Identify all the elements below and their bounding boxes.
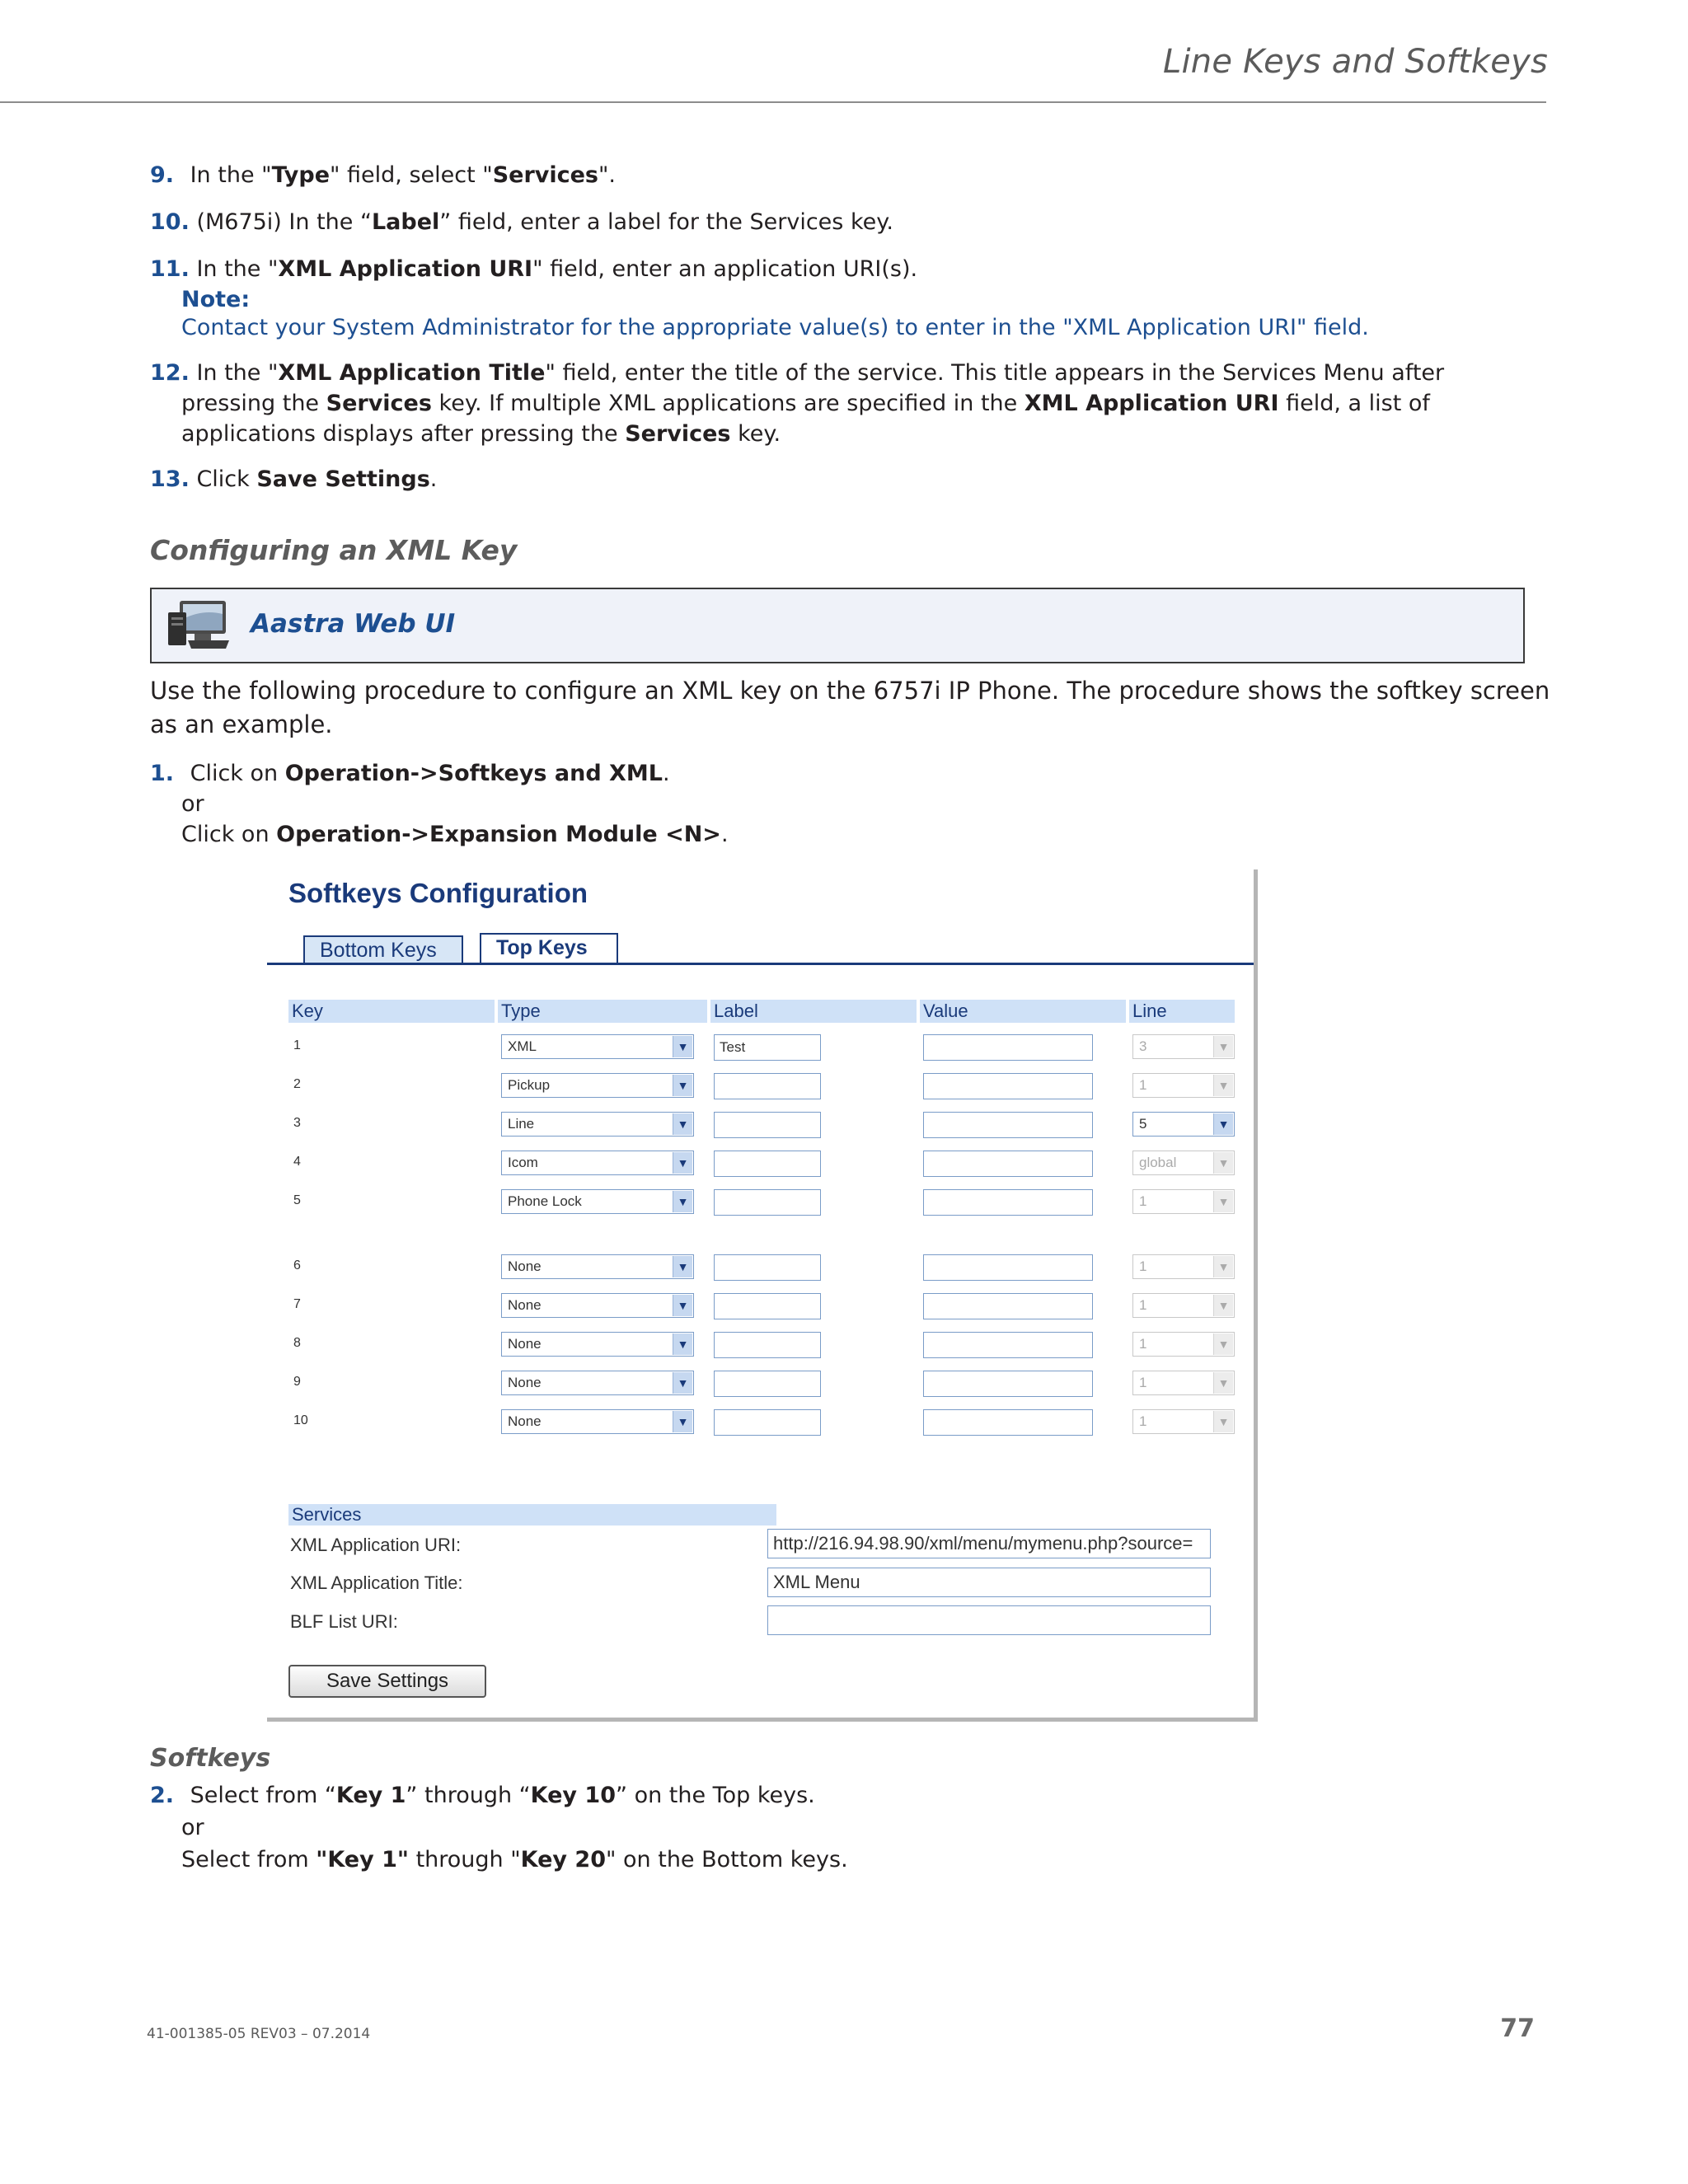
line-select [1132,1254,1235,1279]
chevron-down-icon: ▼ [1213,1152,1233,1174]
type-select[interactable] [501,1189,694,1214]
text: (M675i) In the “ [196,209,372,235]
page-number: 77 [1500,2014,1535,2043]
step-12 [150,358,1568,449]
value-input[interactable] [923,1189,1093,1216]
text: key. [730,421,781,447]
chevron-down-icon: ▼ [673,1295,692,1316]
chevron-down-icon: ▼ [673,1411,692,1432]
step-number: 2. [150,1783,175,1808]
type-select[interactable] [501,1112,694,1137]
text: In the " [190,162,272,188]
line-select [1132,1151,1235,1175]
label-input[interactable] [714,1112,821,1138]
tab-top-keys[interactable]: Top Keys [480,933,618,964]
step-number: 13. [150,466,190,492]
step-12-line-2 [150,388,1568,419]
value-input[interactable] [923,1151,1093,1177]
section-heading: Configuring an XML Key [150,534,518,566]
label-input[interactable] [714,1332,821,1358]
xml-application-title-input[interactable]: XML Menu [767,1568,1211,1597]
label-input[interactable] [714,1409,821,1436]
key-number: 1 [293,1038,301,1052]
line-select [1132,1371,1235,1395]
chevron-down-icon: ▼ [673,1372,692,1394]
key-number: 4 [293,1155,301,1169]
text: key. If multiple XML applications are specified in the [431,391,1025,416]
xml-application-uri-input[interactable]: http://216.94.98.90/xml/menu/mymenu.php?source= [767,1529,1211,1558]
note [181,286,1369,342]
type-select-value: None [508,1375,542,1390]
document-id: 41-001385-05 REV03 – 07.2014 [147,2026,371,2042]
step-13 [150,464,1568,494]
value-input[interactable] [923,1034,1093,1061]
type-select[interactable] [501,1409,694,1434]
chevron-down-icon: ▼ [673,1191,692,1212]
bold-term: Operation->Expansion Module <N> [276,822,721,847]
bold-term: Key 1 [335,1783,406,1808]
chevron-down-icon: ▼ [1213,1036,1233,1057]
step-2 [150,1780,1568,1875]
tab-bottom-keys[interactable]: Bottom Keys [303,935,463,964]
text: . [720,822,729,847]
type-select-value: XML [508,1038,537,1054]
xml-application-title-label: XML Application Title: [290,1572,463,1593]
text: Click on [190,761,285,786]
line-select [1132,1034,1235,1059]
text: pressing the [181,391,326,416]
value-input[interactable] [923,1112,1093,1138]
text: In the " [196,360,279,386]
type-select[interactable] [501,1293,694,1318]
text: field, a list of [1278,391,1430,416]
type-select-value: Icom [508,1155,538,1170]
step-9 [150,160,1568,190]
line-select [1132,1189,1235,1214]
step-10 [150,207,1568,237]
label-input[interactable] [714,1189,821,1216]
type-select[interactable] [501,1254,694,1279]
line-select-value: 1 [1139,1258,1147,1274]
bold-term: Save Settings [256,466,430,492]
bold-term: XML Application URI [1024,391,1279,416]
chevron-down-icon: ▼ [1213,1333,1233,1355]
chevron-down-icon: ▼ [1213,1411,1233,1432]
line-select-value: 1 [1139,1297,1147,1313]
value-input[interactable] [923,1073,1093,1099]
tabs-baseline [267,963,1254,965]
chevron-down-icon: ▼ [1213,1191,1233,1212]
text: through " [408,1847,521,1872]
or-text: or [181,791,204,817]
bold-term: Services [492,162,599,188]
chevron-down-icon: ▼ [673,1152,692,1174]
label-input[interactable] [714,1293,821,1319]
bold-term: Key 20 [520,1847,607,1872]
label-input[interactable]: Test [714,1034,821,1061]
or-text: or [181,1815,204,1840]
key-number: 9 [293,1375,301,1389]
bold-term: XML Application Title [278,360,546,386]
line-select-value: global [1139,1155,1177,1170]
blf-list-uri-label: BLF List URI: [290,1611,398,1632]
line-select-value: 1 [1139,1077,1147,1093]
chevron-down-icon: ▼ [673,1036,692,1057]
type-select[interactable] [501,1371,694,1395]
running-header: Line Keys and Softkeys [1163,43,1548,81]
bold-term: Type [271,162,331,188]
column-header-value: Value [920,1000,1126,1023]
softkeys-config-screenshot [267,869,1258,1722]
column-header-type: Type [498,1000,707,1023]
text: applications displays after pressing the [181,421,626,447]
line-select [1132,1409,1235,1434]
line-select-value: 3 [1139,1038,1147,1054]
bold-term: Operation->Softkeys and XML [284,761,663,786]
bold-term: Label [371,209,440,235]
type-select-value: None [508,1413,542,1429]
type-select-value: None [508,1336,542,1352]
bold-term: "Key 1" [316,1847,409,1872]
step-2-line-2 [150,1844,1568,1875]
note-text: Contact your System Administrator for the appropriate value(s) to enter in the "XML Application URI" field. [181,315,1369,340]
chevron-down-icon: ▼ [1213,1256,1233,1277]
label-input[interactable] [714,1254,821,1281]
step-number: 11. [150,256,190,282]
chevron-down-icon: ▼ [673,1075,692,1096]
key-number: 6 [293,1258,301,1272]
chevron-down-icon: ▼ [673,1256,692,1277]
softkeys-subheading: Softkeys [150,1744,271,1773]
line-select-value: 1 [1139,1336,1147,1352]
save-settings-button[interactable]: Save Settings [288,1665,486,1698]
text: In the " [196,256,279,282]
key-number: 8 [293,1336,301,1350]
header-rule [0,101,1546,103]
type-select[interactable] [501,1034,694,1059]
key-number: 7 [293,1297,301,1311]
value-input[interactable] [923,1332,1093,1358]
line-select [1132,1293,1235,1318]
text: . [662,761,670,786]
value-input[interactable] [923,1254,1093,1281]
type-select[interactable] [501,1332,694,1357]
text: " field, enter an application URI(s). [532,256,918,282]
line-select [1132,1073,1235,1098]
step-1 [150,758,1568,850]
column-header-key: Key [288,1000,495,1023]
line-select-value: 1 [1139,1375,1147,1390]
type-select[interactable] [501,1073,694,1098]
web-ui-callout [150,588,1525,663]
xml-application-uri-label: XML Application URI: [290,1535,462,1555]
type-select[interactable] [501,1151,694,1175]
line-select-value: 1 [1139,1413,1147,1429]
text: " field, enter the title of the service. This title appears in the Services Menu after [545,360,1445,386]
step-11 [150,254,1568,284]
line-select[interactable] [1132,1112,1235,1137]
text: . [429,466,438,492]
step-12-line-3 [150,419,1568,449]
label-input[interactable] [714,1371,821,1397]
label-input[interactable] [714,1151,821,1177]
key-number: 5 [293,1193,301,1207]
bold-term: Key 10 [530,1783,616,1808]
column-header-line: Line [1129,1000,1235,1023]
text: " field, select " [330,162,493,188]
text: " on the Bottom keys. [606,1847,848,1872]
bold-term: Services [326,391,432,416]
type-select-value: Pickup [508,1077,551,1093]
line-select-value: 1 [1139,1193,1147,1209]
text: Select from [181,1847,316,1872]
key-number: 3 [293,1116,301,1130]
type-select-value: Phone Lock [508,1193,582,1209]
text: ” on the Top keys. [616,1783,815,1808]
type-select-value: None [508,1258,542,1274]
key-number: 10 [293,1413,308,1427]
chevron-down-icon: ▼ [673,1333,692,1355]
bold-term: Services [625,421,731,447]
computer-icon [163,598,232,655]
text: ". [598,162,617,188]
text: Click on [181,822,277,847]
step-1-line-2 [150,819,1568,850]
column-header-label: Label [710,1000,917,1023]
value-input[interactable] [923,1293,1093,1319]
chevron-down-icon: ▼ [673,1113,692,1135]
step-number: 10. [150,209,190,235]
chevron-down-icon: ▼ [1213,1113,1233,1135]
line-select-value: 5 [1139,1116,1147,1132]
label-input[interactable] [714,1073,821,1099]
panel-title: Softkeys Configuration [288,878,588,908]
text: ” field, enter a label for the Services key. [439,209,893,235]
text: Click [196,466,257,492]
type-select-value: Line [508,1116,535,1132]
intro-paragraph: Use the following procedure to configure an XML key on the 6757i IP Phone. The procedure shows the softkey screen as an example. [150,677,1550,738]
value-input[interactable] [923,1371,1093,1397]
step-number: 12. [150,360,190,386]
step-number: 9. [150,162,175,188]
services-header: Services [288,1504,776,1526]
note-label: Note: [181,287,251,312]
bold-term: XML Application URI [278,256,533,282]
text: Select from “ [190,1783,336,1808]
key-number: 2 [293,1077,301,1091]
line-select [1132,1332,1235,1357]
value-input[interactable] [923,1409,1093,1436]
chevron-down-icon: ▼ [1213,1295,1233,1316]
chevron-down-icon: ▼ [1213,1075,1233,1096]
blf-list-uri-input[interactable] [767,1605,1211,1635]
type-select-value: None [508,1297,542,1313]
text: ” through “ [406,1783,531,1808]
step-number: 1. [150,761,175,786]
chevron-down-icon: ▼ [1213,1372,1233,1394]
web-ui-label: Aastra Web UI [251,609,456,639]
